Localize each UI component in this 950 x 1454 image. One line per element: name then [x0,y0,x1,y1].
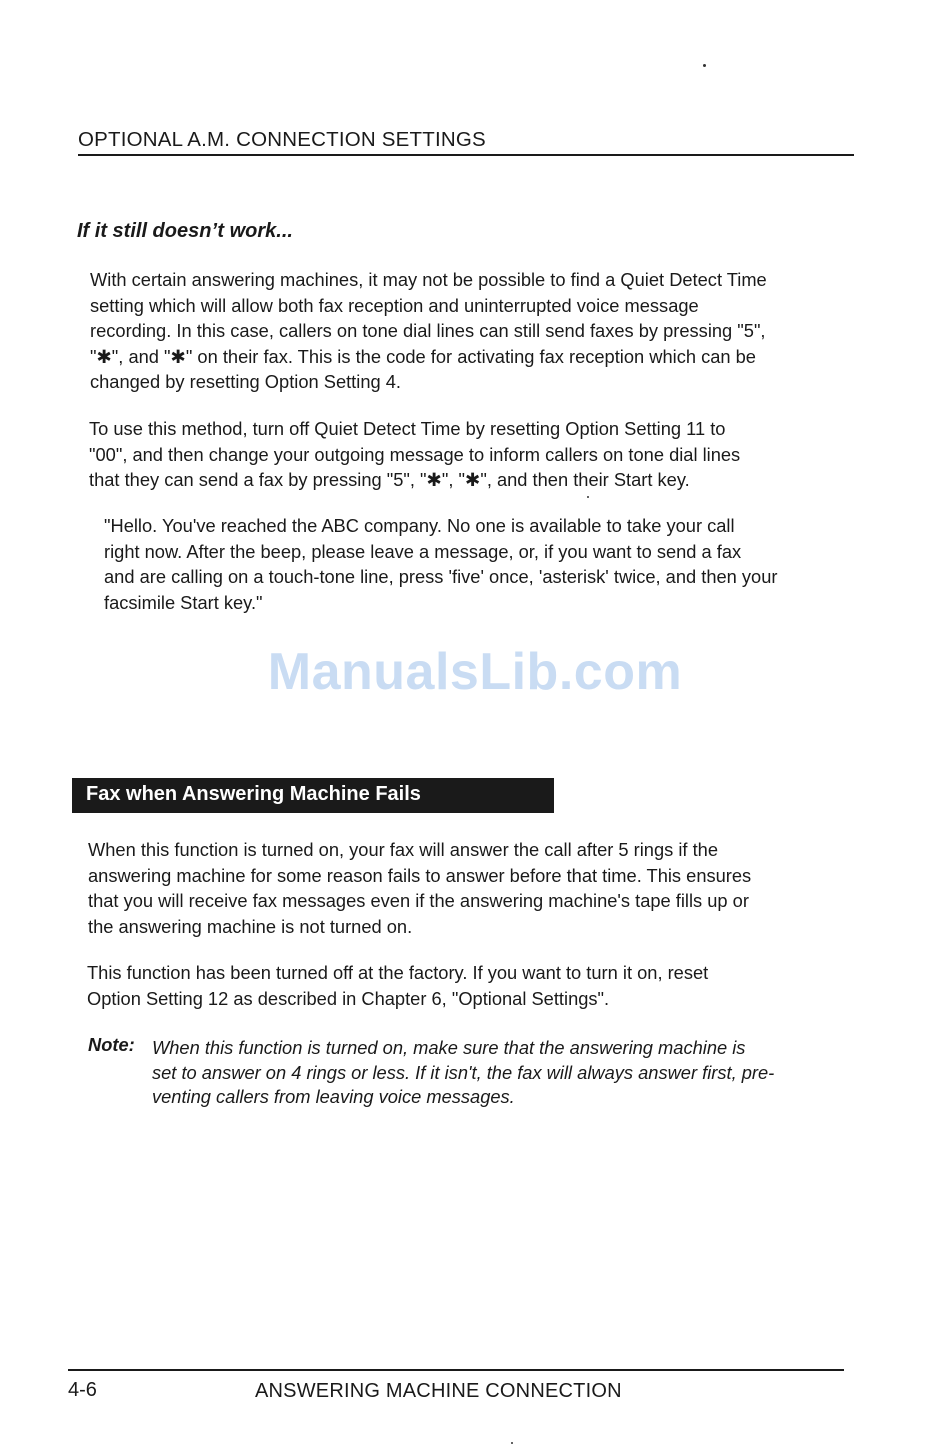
section-heading-bar [72,778,554,813]
running-header: OPTIONAL A.M. CONNECTION SETTINGS [78,128,486,151]
paragraph-line: Option Setting 12 as described in Chapter 6, "Optional Settings". [87,987,610,1009]
paragraph-line: "✱", and "✱" on their fax. This is the code for activating fax reception which can be [90,345,756,367]
paragraph-method [89,416,839,493]
quote-line: facsimile Start key." [104,591,263,613]
subsection-heading: If it still doesn’t work... [77,220,293,242]
scan-speck [703,64,706,67]
paragraph-line: When this function is turned on, your fax will answer the call after 5 rings if the [88,839,718,860]
paragraph-line: setting which will allow both fax reception and uninterrupted voice message [90,294,699,316]
paragraph-line: the answering machine is not turned on. [88,915,413,937]
paragraph-line: This function has been turned off at the factory. If you want to turn it on, reset [87,962,709,983]
paragraph-line: With certain answering machines, it may not be possible to find a Quiet Detect Time [90,269,767,290]
paragraph-quiet-detect [90,267,840,395]
quote-line: and are calling on a touch-tone line, press 'five' once, 'asterisk' twice, and then your [104,566,778,587]
section-heading: Fax when Answering Machine Fails [86,783,421,805]
paragraph-function [88,837,838,939]
paragraph-line: "00", and then change your outgoing message to inform callers on tone dial lines [89,443,741,465]
paragraph-line: changed by resetting Option Setting 4. [90,371,401,392]
paragraph-line: answering machine for some reason fails to answer before that time. This ensures [88,864,752,886]
header-rule [78,154,854,156]
paragraph-factory [87,960,837,1011]
quote-line: "Hello. You've reached the ABC company. No one is available to take your call [104,515,735,536]
paragraph-line: To use this method, turn off Quiet Detect Time by resetting Option Setting 11 to [89,418,726,439]
paragraph-line: recording. In this case, callers on tone dial lines can still send faxes by pressing "5", [90,320,766,341]
note-line: set to answer on 4 rings or less. If it isn't, the fax will always answer first, pre- [152,1061,775,1083]
footer-rule [68,1369,844,1371]
watermark: ManualsLib.com [267,643,683,701]
scan-speck [587,496,589,498]
note-line: venting callers from leaving voice messages. [152,1086,515,1107]
page-number: 4-6 [68,1379,97,1401]
note-line: When this function is turned on, make sure that the answering machine is [152,1037,746,1058]
sample-message-quote [104,513,854,615]
paragraph-line: that they can send a fax by pressing "5", "✱", "✱", and then their Start key. [89,469,690,490]
note-label: Note: [88,1034,135,1055]
paragraph-line: that you will receive fax messages even if the answering machine's tape fills up or [88,890,749,911]
note-text [152,1036,774,1110]
quote-line: right now. After the beep, please leave a message, or, if you want to send a fax [104,540,742,562]
running-footer: ANSWERING MACHINE CONNECTION [255,1380,622,1402]
scan-speck [511,1442,513,1444]
